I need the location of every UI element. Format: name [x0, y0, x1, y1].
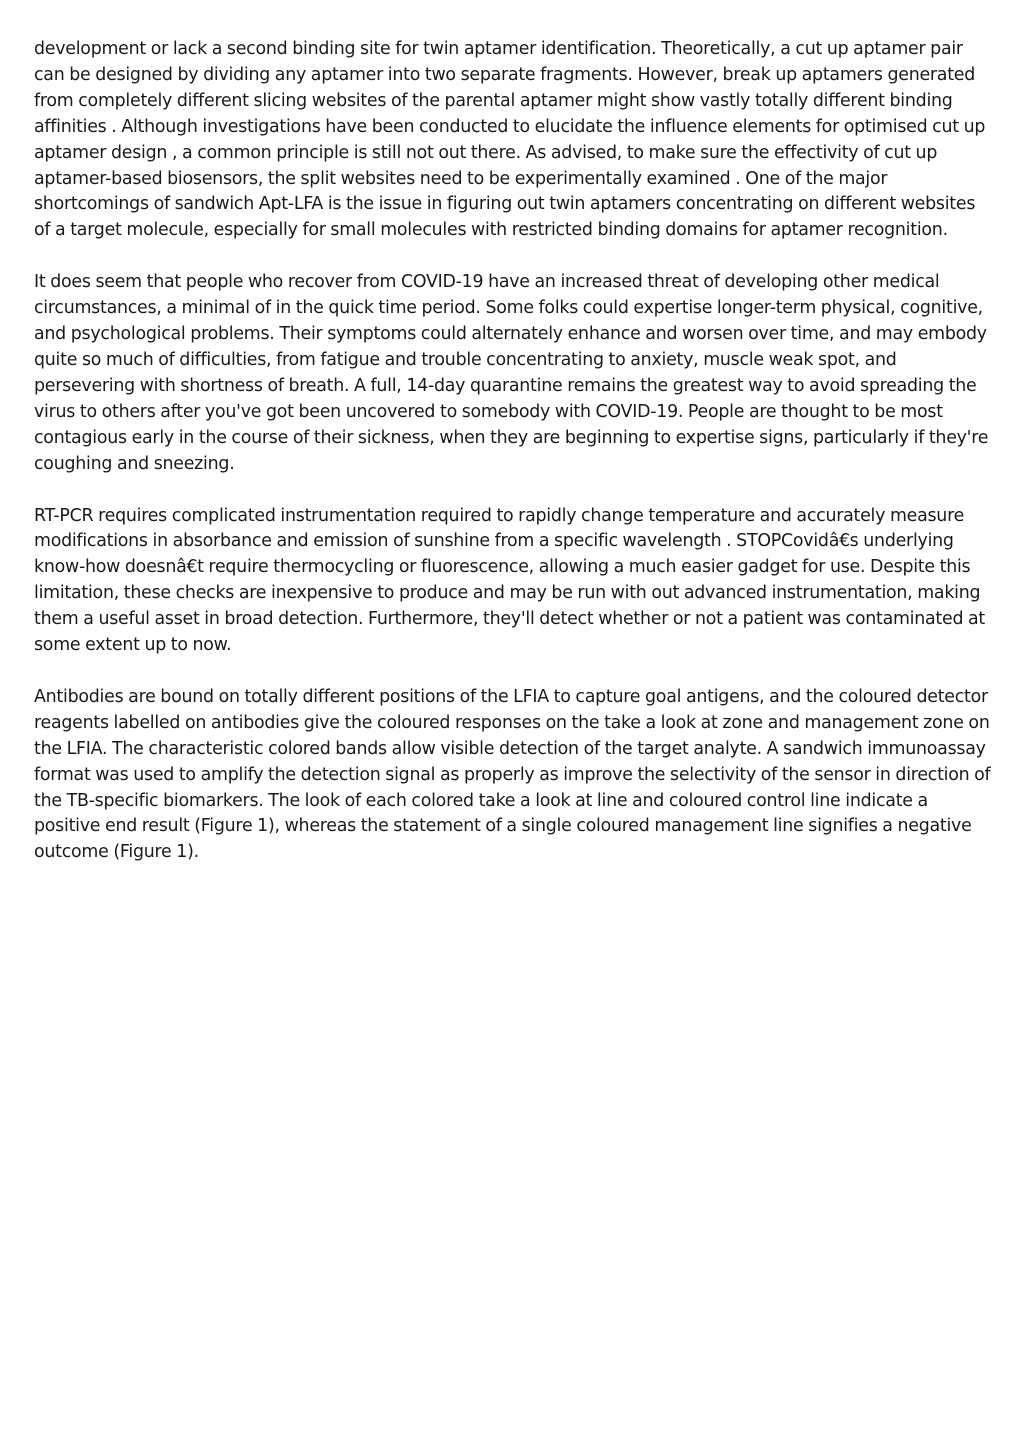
paragraph-covid-recovery: It does seem that people who recover from COVID-19 have an increased threat of developing other medical circumstances, a minimal of in the quick time period. Some folks could expertise longer-term physical, cognitive, and psychological problems. Their symptoms could alternately enhance and worsen over time, and may embody quite so much of difficulties, from fatigue and trouble concentrating to anxiety, muscle weak spot, and persevering with shortness of breath. A full, 14-day quarantine remains the greatest way to avoid spreading the virus to others after you've got been uncovered to somebody with COVID-19. People are thought to be most contagious early in the course of their sickness, when they are beginning to expertise signs, particularly if they're coughing and sneezing.	[34, 272, 989, 474]
paragraph-rt-pcr: RT-PCR requires complicated instrumentation required to rapidly change temperature and accurately measure modifications in absorbance and emission of sunshine from a specific wavelength . STOPCovidâ€s underlying know-how doesnâ€t require thermocycling or fluorescence, allowing a much easier gadget for use. Despite this limitation, these checks are inexpensive to produce and may be run with out advanced instrumentation, making them a useful asset in broad detection. Furthermore, they'll detect whether or not a patient was contaminated at some extent up to now.	[34, 505, 985, 656]
paragraph-aptamer: development or lack a second binding site for twin aptamer identification. Theoretically, a cut up aptamer pair can be designed by dividing any aptamer into two separate fragments. However, break up aptamers generated from completely different slicing websites of the parental aptamer might show vastly totally different binding affinities . Although investigations have been conducted to elucidate the influence elements for optimised cut up aptamer design , a common principle is still not out there. As advised, to make sure the effectivity of cut up aptamer-based biosensors, the split websites need to be experimentally examined . One of the major shortcomings of sandwich Apt-LFA is the issue in figuring out twin aptamers concentrating on different websites of a target molecule, especially for small molecules with restricted binding domains for aptamer recognition.	[34, 39, 986, 241]
paragraph-lfia-antibodies: Antibodies are bound on totally different positions of the LFIA to capture goal antigens, and the coloured detector reagents labelled on antibodies give the coloured responses on the take a look at zone and management zone on the LFIA. The characteristic colored bands allow visible detection of the target analyte. A sandwich immunoassay format was used to amplify the detection signal as properly as improve the selectivity of the sensor in direction of the TB-specific biomarkers. The look of each colored take a look at line and coloured control line indicate a positive end result (Figure 1), whereas the statement of a single coloured management line signifies a negative outcome (Figure 1).	[34, 686, 991, 863]
document-body	[34, 37, 992, 892]
